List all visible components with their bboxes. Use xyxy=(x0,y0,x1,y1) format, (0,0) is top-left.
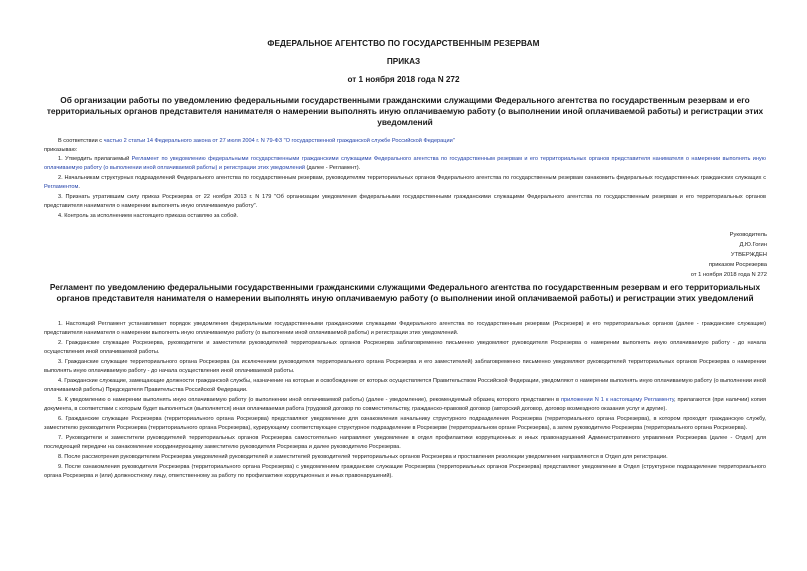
regulation-point-5-suffix: , прилагаются (при наличии) копия документа, в соответствии с которым будет выполняться (выполняется) иная оплачиваемая работа (трудовой договор по совместительству, гражданско-правовой договор (авторский договор, договор возмездного оказания услуг и другие). xyxy=(44,396,766,412)
order-point-3: 3. Признать утратившим силу приказ Росрезерва от 22 ноября 2013 г. N 179 "Об организации уведомления федеральными государственными гражданскими служащими Федерального агентства по государственным резервам и его территориальных органов представителя нанимателя о намерении выполнять иную оплачиваемую работу". xyxy=(44,193,766,209)
order-title: Об организации работы по уведомлению федеральными государственными гражданскими служащими Федерального агентства по государственным резервам и его территориальных органов представителя нанимателя о намерении выполнять иную оплачиваемую работу (о выполнении иной оплачиваемой работы) и регистрации этих уведомлений xyxy=(46,95,764,127)
approved-by-order: приказом Росрезерва xyxy=(708,262,767,268)
legal-basis-prefix: В соответствии с xyxy=(58,138,104,144)
signatory-name: Д.Ю.Гогин xyxy=(739,242,767,248)
document-type-heading: ПРИКАЗ xyxy=(386,57,421,66)
regulation-point-5 xyxy=(44,396,766,413)
regulation-body xyxy=(44,320,766,482)
order-point-2-prefix: 2. Начальникам структурных подразделений Федерального агентства по государственным резервам, руководителям территориальных органов Федерального агентства по государственным резервам ознакомить федеральных государственных гражданских служащих с xyxy=(58,174,766,181)
regulation-title: Регламент по уведомлению федеральными государственными гражданскими служащими Федерального агентства по государственным резервам и его территориальных органов представителя нанимателя о намерении выполнять иную оплачиваемую работу (о выполнении иной оплачиваемой работы) и регистрации этих уведомлений xyxy=(49,282,761,303)
legal-basis-line xyxy=(44,137,766,146)
order-body xyxy=(44,137,766,222)
regulation-point-4: 4. Гражданские служащие, замещающие должности гражданской службы, назначение на которые и освобождение от которых осуществляется Правительством Российской Федерации, уведомляют о намерении выполнять иную оплачиваемую работу (о выполнении иной оплачиваемой работы) Председателя Правительства Российской Федерации. xyxy=(44,377,766,393)
regulation-point-3: 3. Гражданские служащие территориального органа Росрезерва (за исключением руководителя территориального органа Росрезерва и его заместителей) заблаговременно письменно уведомляют руководителей территориальных органов Росрезерва о намерении выполнять иную оплачиваемую работу - до начала осуществления иной оплачиваемой работы. xyxy=(44,358,766,374)
agency-heading: ФЕДЕРАЛЬНОЕ АГЕНТСТВО ПО ГОСУДАРСТВЕННЫМ РЕЗЕРВАМ xyxy=(267,39,540,48)
appendix-1-link[interactable]: приложении N 1 к настоящему Регламенту xyxy=(560,396,674,403)
order-date-number: от 1 ноября 2018 года N 272 xyxy=(347,75,460,84)
approved-date-number: от 1 ноября 2018 года N 272 xyxy=(690,272,767,278)
regulation-point-5-prefix: 5. К уведомлению о намерении выполнять иную оплачиваемую работу (о выполнении иной оплачиваемой работы) (далее - уведомление), рекомендуемый образец которого представлен в xyxy=(58,396,561,403)
signatory-position: Руководитель xyxy=(729,232,767,238)
regulation-point-2: 2. Гражданские служащие Росрезерва, руководители и заместители руководителей территориальных органов Росрезерва заблаговременно письменно уведомляют руководителя Росрезерва о намерении выполнять иную оплачиваемую работу - до начала осуществления иной оплачиваемой работы. xyxy=(44,339,766,355)
regulation-point-8: 8. После рассмотрения руководителем Росрезерва уведомлений руководителей и заместителей руководителей территориальных органов Росрезерва и проставления резолюции уведомления направляются в Отдел для регистрации. xyxy=(58,453,668,460)
signature-block xyxy=(691,230,767,280)
order-point-1 xyxy=(44,155,766,172)
approved-stamp: УТВЕРЖДЕН xyxy=(730,252,767,258)
regulation-link[interactable]: Регламент по уведомлению федеральными государственными гражданскими служащими Федерального агентства по государственным резервам и его территориальных органов представителя нанимателя о намерении выполнять иную оплачиваемую работу (о выполнении иной оплачиваемой работы) и регистрации этих уведомлений xyxy=(44,156,766,171)
order-point-4: 4. Контроль за исполнением настоящего приказа оставляю за собой. xyxy=(58,212,239,219)
regulation-point-1: 1. Настоящий Регламент устанавливает порядок уведомления федеральными государственными гражданскими служащими Федерального агентства по государственным резервам (Росрезерв) и его территориальных органов (далее - гражданские служащие) представителя нанимателя о намерении выполнять иную оплачиваемую работу (о выполнении иной оплачиваемой работы) и регистрации этих уведомлений. xyxy=(44,321,766,336)
order-point-1-prefix: 1. Утвердить прилагаемый xyxy=(58,156,132,162)
orders-word: приказываю: xyxy=(44,147,78,153)
regulation-short-link[interactable]: Регламентом xyxy=(44,183,79,190)
order-point-2 xyxy=(44,174,766,191)
regulation-point-6: 6. Гражданские служащие Росрезерва (территориального органа Росрезерва) представляют уведомление для ознакомления начальнику структурного подразделения Росрезерва (территориального органа Росрезерва), в котором проходят гражданскую службу, заместителю руководителя Росрезерва (территориального органа Росрезерва), курирующему соответствующее структурное подразделение в Росрезерве (территориальном органе Росрезерва), а затем руководителю Росрезерва (территориального органа Росрезерва). xyxy=(44,415,766,431)
federal-law-link[interactable]: частью 2 статьи 14 Федерального закона от 27 июля 2004 г. N 79-ФЗ "О государственной гражданской службе Российской Федерации" xyxy=(103,138,455,144)
regulation-point-7: 7. Руководители и заместители руководителей территориальных органов Росрезерва самостоятельно направляют уведомление в отдел профилактики коррупционных и иных правонарушений Административного управления Росрезерва (далее - Отдел) для последующей передачи на ознакомление координирующему заместителю руководителя Росрезерва и далее руководителю Росрезерва. xyxy=(44,434,766,450)
order-point-1-suffix: (далее - Регламент). xyxy=(304,164,361,171)
regulation-point-9: 9. После ознакомления руководителя Росрезерва (территориального органа Росрезерва) с уведомлением гражданские служащие Росрезерва (территориальных органов Росрезерва) представляют уведомление в Отдел (структурное подразделение территориального органа Росрезерва и (или) должностному лицу, ответственному за работу по профилактике коррупционных и иных правонарушений). xyxy=(44,464,766,479)
order-point-2-suffix: . xyxy=(78,183,80,190)
